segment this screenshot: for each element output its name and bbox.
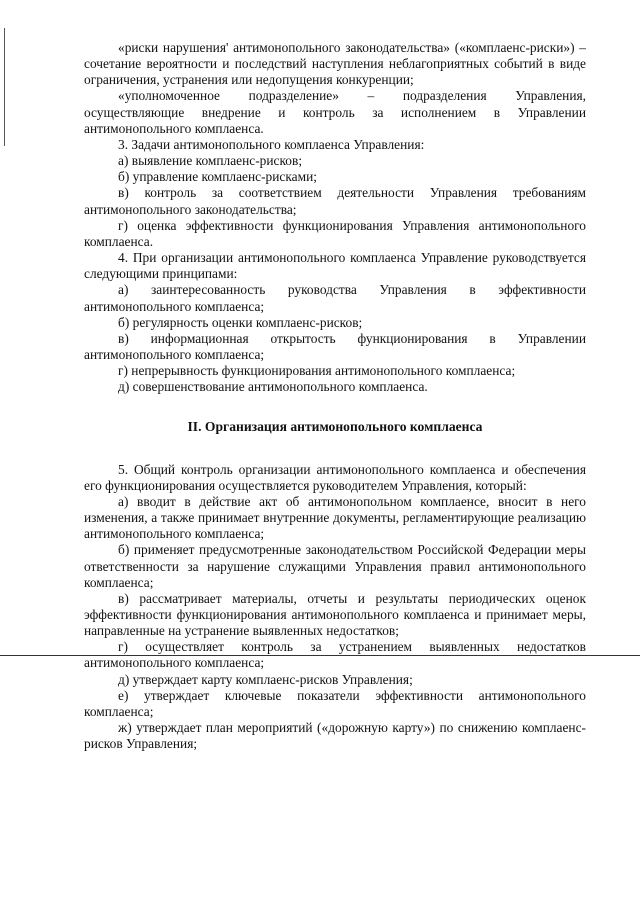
list-item-duty-f: е) утверждает ключевые показатели эффективности антимонопольного комплаенса;	[84, 687, 586, 719]
list-item-task-d: г) оценка эффективности функционирования Управления антимонопольного комплаенса.	[84, 217, 586, 249]
document-body	[84, 40, 586, 752]
list-item-task-b: б) управление комплаенс-рисками;	[118, 169, 317, 185]
list-item-principle-c: в) информационная открытость функционирования в Управлении антимонопольного комплаенса;	[84, 330, 586, 362]
paragraph-general-control: 5. Общий контроль организации антимонопольного комплаенса и обеспечения его функционирования осуществляется руководителем Управления, который:	[84, 461, 586, 493]
list-item-task-c: в) контроль за соответствием деятельности Управления требованиям антимонопольного законодательства;	[84, 185, 586, 217]
section-heading: II. Организация антимонопольного комплаенса	[187, 419, 483, 435]
paragraph-compliance-risks: «риски нарушения' антимонопольного законодательства» («комплаенс-риски») – сочетание вероятности и последствий наступления неблагоприятных событий в виде ограничения, устранения или недопущения конкуренции;	[84, 40, 586, 88]
paragraph-tasks-title: 3. Задачи антимонопольного комплаенса Управления:	[118, 136, 425, 152]
list-item-principle-e: д) совершенствование антимонопольного комплаенса.	[118, 379, 428, 395]
list-item-duty-a: а) вводит в действие акт об антимонопольном комплаенсе, вносит в него изменения, а также принимает внутренние документы, регламентирующие реализацию антимонопольного комплаенса;	[84, 493, 586, 542]
scan-margin-mark	[4, 28, 5, 146]
list-item-duty-c: в) рассматривает материалы, отчеты и результаты периодических оценок эффективности функционирования антимонопольного комплаенса и принимает меры, направленные на устранение выявленных недостатков;	[84, 590, 586, 639]
list-item-duty-g: ж) утверждает план мероприятий («дорожную карту») по снижению комплаенс-рисков Управления;	[84, 720, 586, 752]
list-item-task-a: а) выявление комплаенс-рисков;	[118, 153, 303, 169]
list-item-duty-b: б) применяет предусмотренные законодательством Российской Федерации меры ответственности за нарушение служащими Управления правил антимонопольного комплаенса;	[84, 542, 586, 590]
paragraph-authorized-unit: «уполномоченное подразделение» – подразделения Управления, осуществляющие внедрение и контроль за исполнением в Управлении антимонопольного комплаенса.	[84, 88, 586, 136]
list-item-principle-a: а) заинтересованность руководства Управления в эффективности антимонопольного комплаенса;	[84, 282, 586, 314]
list-item-principle-d: г) непрерывность функционирования антимонопольного комплаенса;	[118, 363, 516, 379]
list-item-principle-b: б) регулярность оценки комплаенс-рисков;	[118, 314, 363, 330]
list-item-duty-d: г) осуществляет контроль за устранением выявленных недостатков антимонопольного комплаенса;	[84, 639, 586, 671]
paragraph-principles-title: 4. При организации антимонопольного комплаенса Управление руководствуется следующими принципами:	[84, 250, 586, 282]
list-item-duty-e: д) утверждает карту комплаенс-рисков Управления;	[118, 671, 413, 687]
